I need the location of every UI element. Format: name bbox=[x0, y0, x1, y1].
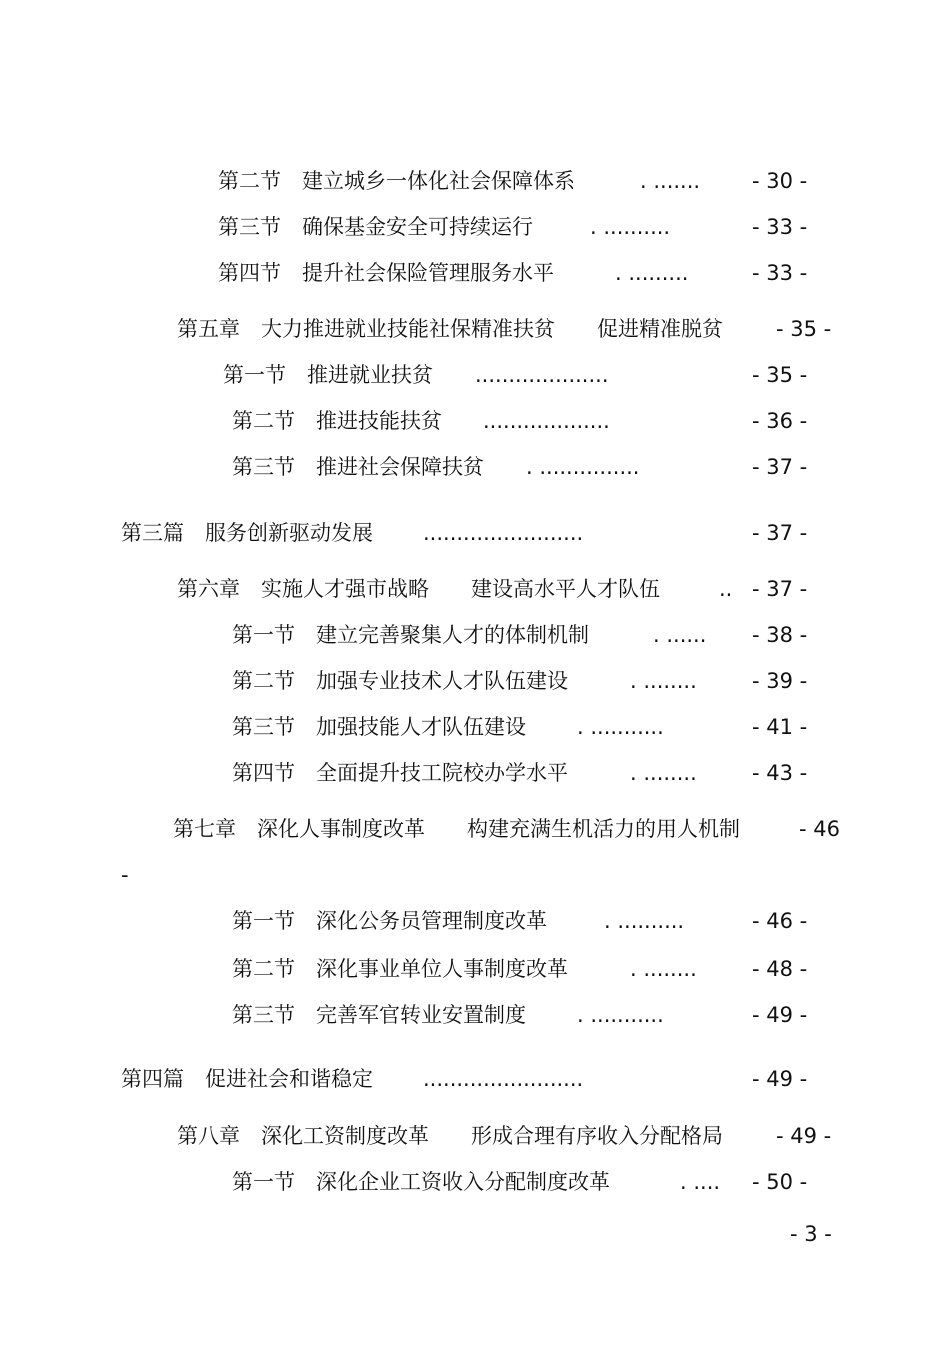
toc-entry-leader: .. bbox=[719, 577, 733, 601]
toc-entry-leader: . ........ bbox=[630, 669, 697, 693]
toc-entry-title: 第二节 建立城乡一体化社会保障体系 bbox=[218, 169, 575, 193]
toc-entry-page: - 36 - bbox=[752, 409, 808, 433]
toc-entry-title: 第三节 加强技能人才队伍建设 bbox=[232, 715, 526, 739]
toc-entry-page: - 46 bbox=[799, 817, 840, 841]
toc-entry-leader: . .......... bbox=[604, 909, 685, 933]
toc-entry-title: 第三篇 服务创新驱动发展 bbox=[121, 521, 373, 545]
toc-entry-page: - 43 - bbox=[752, 761, 808, 785]
toc-entry-leader: . ........... bbox=[577, 715, 664, 739]
toc-entry-page: - 38 - bbox=[752, 623, 808, 647]
toc-entry-leader: ................... bbox=[483, 409, 610, 433]
toc-entry-title: 第一节 深化企业工资收入分配制度改革 bbox=[232, 1170, 610, 1194]
toc-entry-title: 第三节 推进社会保障扶贫 bbox=[232, 455, 484, 479]
toc-entry-page: - 30 - bbox=[752, 169, 808, 193]
toc-entry-title: 第二节 加强专业技术人才队伍建设 bbox=[232, 669, 568, 693]
toc-entry-leader: ........................ bbox=[423, 521, 584, 545]
toc-entry-title: 第四篇 促进社会和谐稳定 bbox=[121, 1067, 373, 1091]
toc-entry-leader: . ............... bbox=[526, 455, 640, 479]
toc-entry-title: 第一节 建立完善聚集人才的体制机制 bbox=[232, 623, 589, 647]
toc-entry-leader: . ...... bbox=[653, 623, 707, 647]
toc-entry-page: - 37 - bbox=[752, 521, 808, 545]
toc-entry-title: 第四节 提升社会保险管理服务水平 bbox=[218, 261, 554, 285]
toc-entry-leader: . ........ bbox=[630, 957, 697, 981]
toc-entry-title: 第六章 实施人才强市战略 建设高水平人才队伍 bbox=[177, 577, 660, 601]
toc-entry-title: 第八章 深化工资制度改革 形成合理有序收入分配格局 bbox=[177, 1124, 723, 1148]
toc-entry-title: 第一节 深化公务员管理制度改革 bbox=[232, 909, 547, 933]
toc-entry-leader: . .... bbox=[680, 1170, 721, 1194]
toc-entry-page: - 48 - bbox=[752, 957, 808, 981]
toc-entry-leader: . ......... bbox=[615, 261, 689, 285]
toc-entry-page: - 49 - bbox=[752, 1003, 808, 1027]
toc-entry-page: - 49 - bbox=[776, 1124, 832, 1148]
toc-entry-title: 第二节 深化事业单位人事制度改革 bbox=[232, 957, 568, 981]
toc-entry-leader: ........................ bbox=[423, 1067, 584, 1091]
toc-entry-title: 第七章 深化人事制度改革 构建充满生机活力的用人机制 bbox=[173, 817, 740, 841]
toc-entry-page: - 37 - bbox=[752, 577, 808, 601]
toc-entry-title: 第三节 确保基金安全可持续运行 bbox=[218, 215, 533, 239]
page-number: - 3 - bbox=[790, 1222, 832, 1246]
toc-page-continuation: - bbox=[121, 863, 129, 887]
toc-entry-leader: .................... bbox=[475, 363, 609, 387]
toc-entry-title: 第四节 全面提升技工院校办学水平 bbox=[232, 761, 568, 785]
toc-entry-leader: . ........ bbox=[630, 761, 697, 785]
toc-entry-title: 第五章 大力推进就业技能社保精准扶贫 促进精准脱贫 bbox=[177, 317, 723, 341]
toc-entry-page: - 33 - bbox=[752, 215, 808, 239]
toc-entry-page: - 50 - bbox=[752, 1170, 808, 1194]
toc-entry-leader: . .......... bbox=[590, 215, 671, 239]
toc-entry-page: - 35 - bbox=[776, 317, 832, 341]
toc-entry-page: - 35 - bbox=[752, 363, 808, 387]
toc-entry-title: 第三节 完善军官转业安置制度 bbox=[232, 1003, 526, 1027]
toc-entry-title: 第二节 推进技能扶贫 bbox=[232, 409, 442, 433]
toc-entry-page: - 39 - bbox=[752, 669, 808, 693]
toc-entry-title: 第一节 推进就业扶贫 bbox=[223, 363, 433, 387]
toc-entry-page: - 37 - bbox=[752, 455, 808, 479]
toc-entry-page: - 46 - bbox=[752, 909, 808, 933]
toc-entry-leader: . ........... bbox=[577, 1003, 664, 1027]
toc-entry-page: - 41 - bbox=[752, 715, 808, 739]
toc-entry-page: - 49 - bbox=[752, 1067, 808, 1091]
toc-entry-leader: . ....... bbox=[640, 169, 701, 193]
toc-entry-page: - 33 - bbox=[752, 261, 808, 285]
